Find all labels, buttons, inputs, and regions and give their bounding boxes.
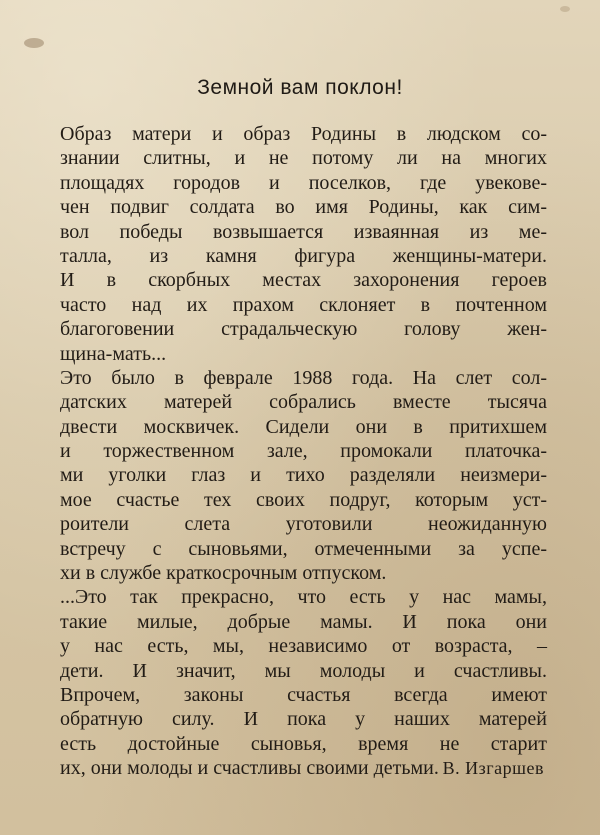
text-line: двести москвичек. Сидели они в притихшем — [60, 415, 547, 438]
text-line: есть достойные сыновья, время не старит — [60, 732, 547, 755]
text-line: встречу с сыновьями, отмеченными за успе- — [60, 537, 547, 560]
text-line: чен подвиг солдата во имя Родины, как сим- — [60, 196, 547, 219]
text-line: Впрочем, законы счастья всегда имеют — [60, 683, 547, 706]
article-body — [60, 122, 547, 781]
text-line: И в скорбных местах захоронения героев — [60, 269, 547, 292]
paper-stain — [560, 6, 570, 12]
paper-stain — [24, 38, 44, 48]
paragraph-2 — [60, 366, 547, 586]
text-line: щина-мать... — [60, 342, 167, 365]
text-line: знании слитны, и не потому ли на многих — [60, 147, 547, 170]
text-line: такие милые, добрые мамы. И пока они — [60, 610, 547, 633]
text-line: талла, из камня фигура женщины-матери. — [60, 244, 547, 267]
paragraph-3 — [60, 585, 547, 780]
article-title: Земной вам поклон! — [197, 76, 403, 99]
text-line: часто над их прахом склоняет в почтенном — [60, 293, 547, 316]
text-line: площадях городов и поселков, где увекове- — [60, 171, 547, 194]
text-line: вол победы возвышается изваянная из ме- — [60, 220, 547, 243]
text-line: обратную силу. И пока у наших матерей — [60, 708, 547, 731]
text-line: дети. И значит, мы молоды и счастливы. — [60, 659, 547, 682]
text-line: их, они молоды и счастливы своими детьми. — [60, 757, 439, 780]
paragraph-1 — [60, 122, 547, 366]
text-line: датских матерей собрались вместе тысяча — [60, 391, 547, 414]
text-line: Это было в феврале 1988 года. На слет сол- — [60, 366, 547, 389]
text-line: благоговении страдальческую голову жен- — [60, 318, 547, 341]
text-line: у нас есть, мы, независимо от возраста, – — [60, 635, 547, 658]
text-line: ...Это так прекрасно, что есть у нас мамы, — [60, 586, 547, 609]
author-signature: В. Изгаршев — [442, 758, 544, 778]
text-line: хи в службе краткосрочным отпуском. — [60, 562, 387, 585]
text-line: роители слета уготовили неожиданную — [60, 513, 547, 536]
text-line: ми уголки глаз и тихо разделяли неизмери- — [60, 464, 547, 487]
text-line: Образ матери и образ Родины в людском со- — [60, 123, 547, 145]
text-line: мое счастье тех своих подруг, которым уст- — [60, 488, 547, 511]
text-line: и торжественном зале, промокали платочка- — [60, 440, 547, 463]
